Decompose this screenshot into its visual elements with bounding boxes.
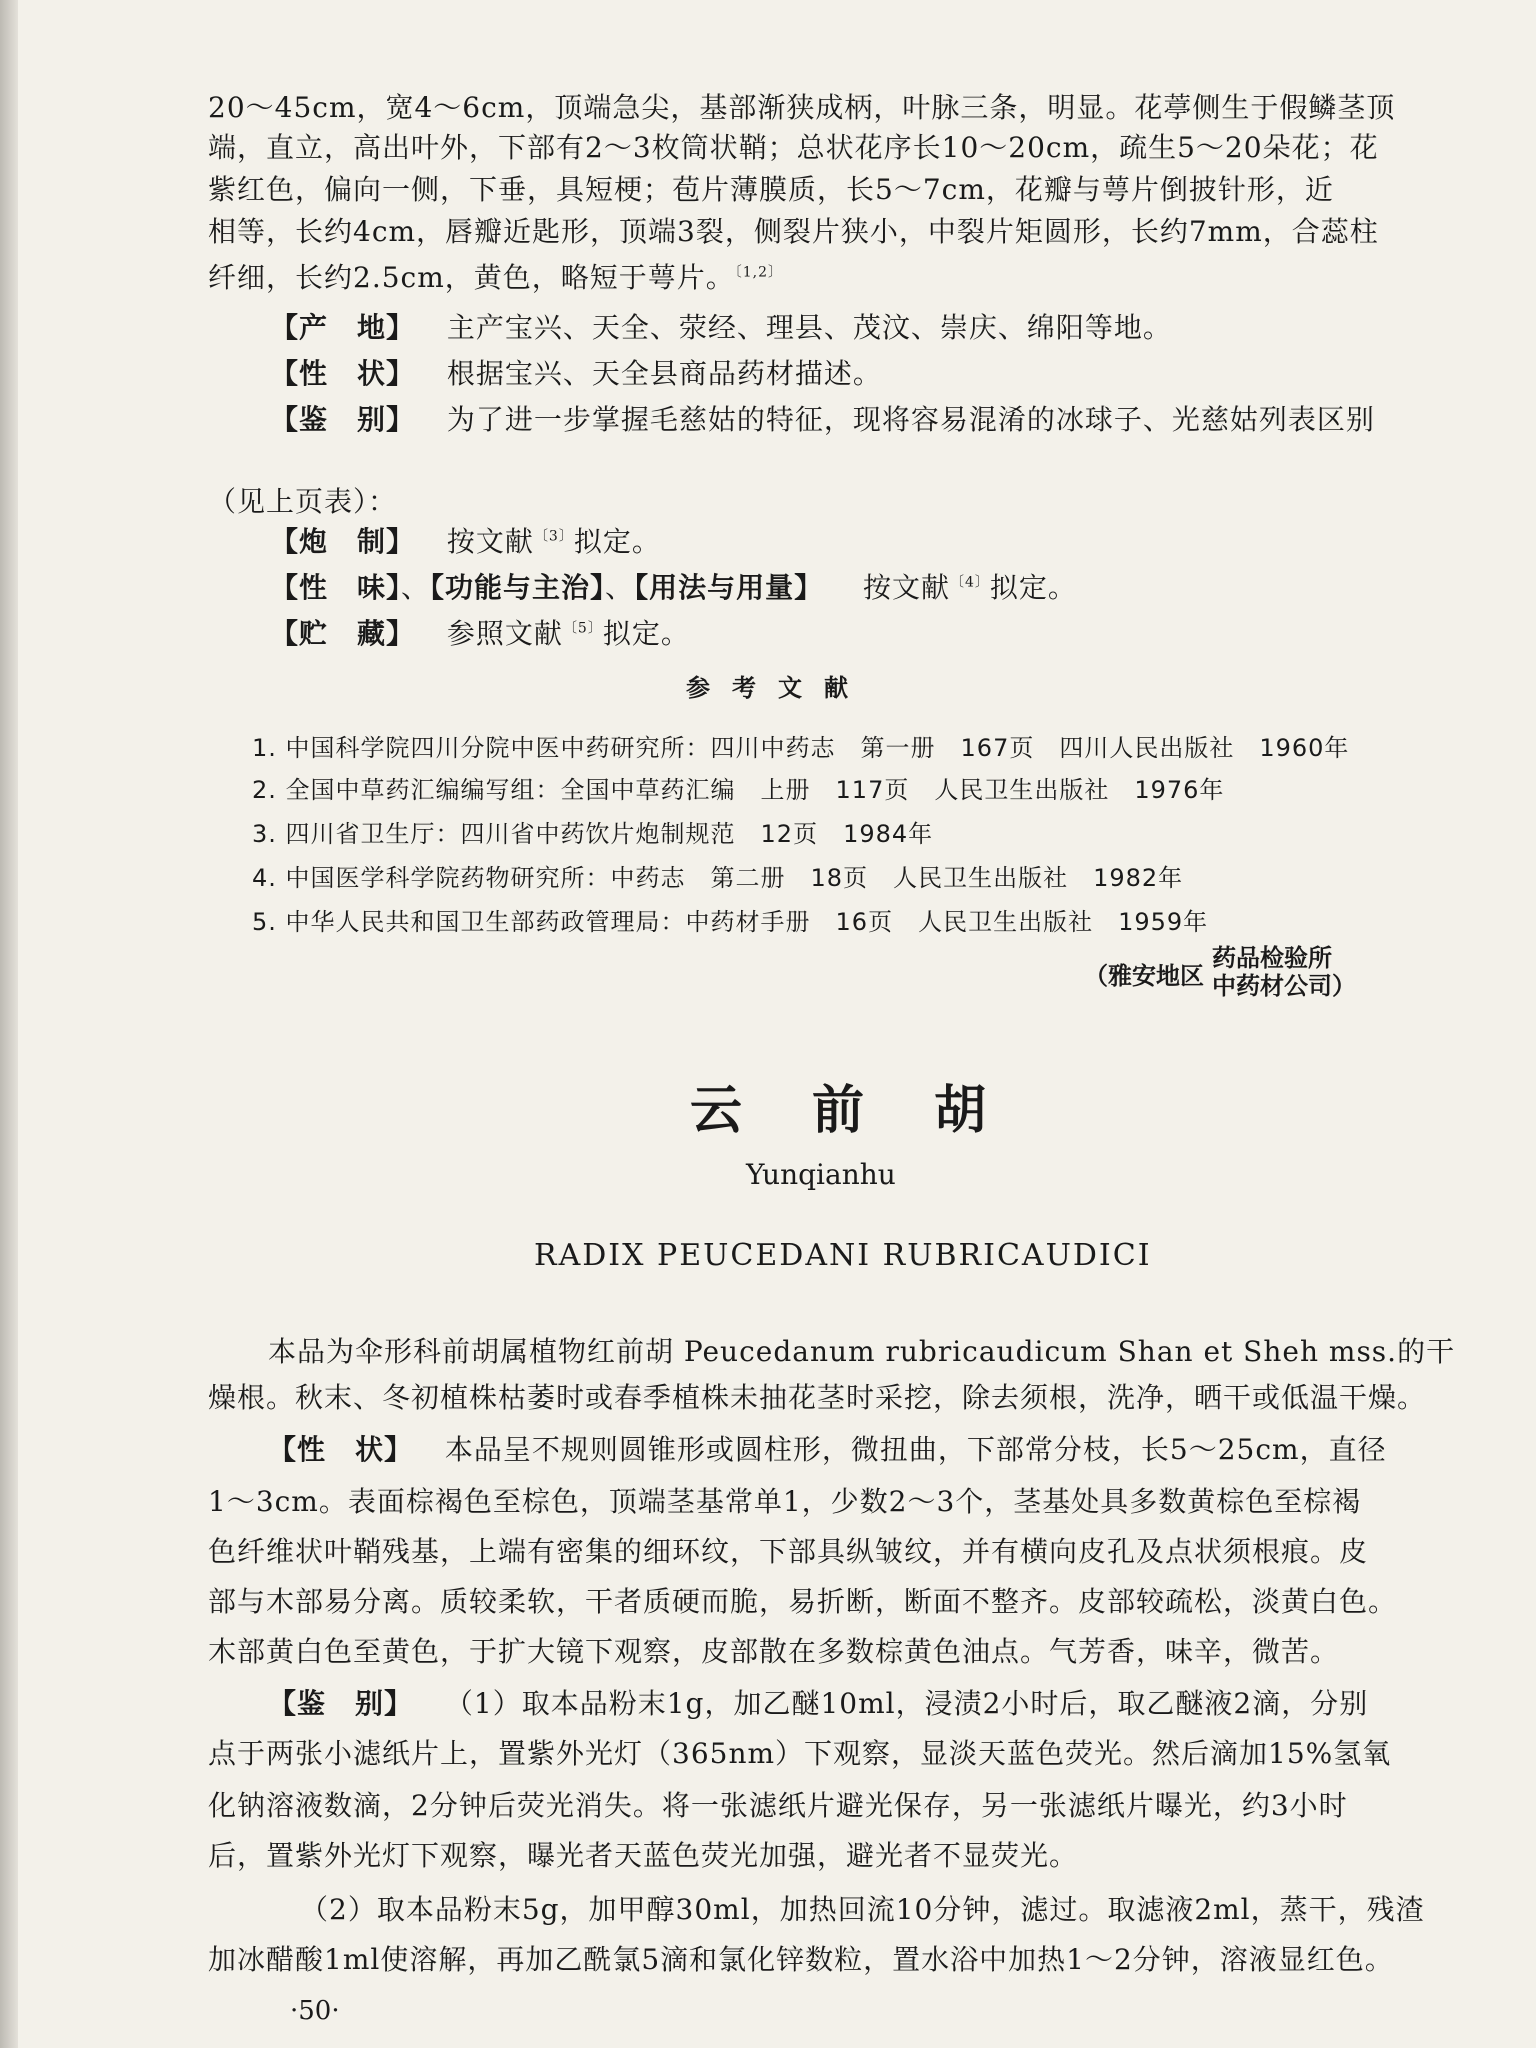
section-label: 【鉴 别】 <box>270 403 416 436</box>
identify-continuation: （见上页表）： <box>208 485 398 518</box>
separator: 、 <box>401 571 431 604</box>
section-label: 【性 味】 <box>270 571 402 604</box>
section-text: 拟定。 <box>602 617 690 650</box>
section-text: 拟定。 <box>573 525 661 558</box>
section-text: 根据宝兴、天全县商品药材描述。 <box>446 357 882 390</box>
section-label: 【鉴 别】 <box>268 1687 414 1720</box>
section-label: 【性 状】 <box>268 1433 414 1466</box>
text-fragment: 纤细，长约2.5cm，黄色，略短于萼片。 <box>208 261 735 294</box>
origin-row <box>270 306 1172 346</box>
text-line: 20～45cm，宽4～6cm，顶端急尖，基部渐狭成柄，叶脉三条，明显。花葶侧生于假鳞茎顶 <box>208 91 1396 124</box>
page-number: ·50· <box>290 1996 340 2026</box>
reference-item: 4. 中国医学科学院药物研究所：中药志 第二册 18页 人民卫生出版社 1982年 <box>252 864 1184 892</box>
citation: 〔5〕 <box>562 620 603 637</box>
text-line <box>208 256 783 296</box>
intro-line: 本品为伞形科前胡属植物红前胡 Peucedanum rubricaudicum Shan et Sheh mss.的干 <box>268 1335 1456 1368</box>
citation: 〔1,2〕 <box>734 264 784 281</box>
text-line: 木部黄白色至黄色，于扩大镜下观察，皮部散在多数棕黄色油点。气芳香，味辛，微苦。 <box>208 1635 1340 1668</box>
section-text: 本品呈不规则圆锥形或圆柱形，微扭曲，下部常分枝，长5～25cm，直径 <box>444 1433 1387 1466</box>
identify-row <box>270 398 1375 438</box>
text-line: 部与木部易分离。质较柔软，干者质硬而脆，易折断，断面不整齐。皮部较疏松，淡黄白色。 <box>208 1585 1398 1618</box>
section-text: 主产宝兴、天全、荥经、理县、茂汶、崇庆、绵阳等地。 <box>446 311 1172 344</box>
section-text: 按文献 <box>862 571 950 604</box>
citation: 〔4〕 <box>950 574 990 591</box>
section-label: 【贮 藏】 <box>270 617 416 650</box>
text-line: 化钠溶液数滴，2分钟后荧光消失。将一张滤纸片避光保存，另一张滤纸片曝光，约3小时 <box>208 1789 1348 1822</box>
storage-row <box>270 612 690 652</box>
reference-item: 1. 中国科学院四川分院中医中药研究所：四川中药志 第一册 167页 四川人民出版社 1960年 <box>252 734 1350 762</box>
text-line: 点于两张小滤纸片上，置紫外光灯（365nm）下观察，显淡天蓝色荧光。然后滴加15%氢氧 <box>208 1737 1392 1770</box>
text-line: 加冰醋酸1ml使溶解，再加乙酰氯5滴和氯化锌数粒，置水浴中加热1～2分钟，溶液显红色。 <box>208 1943 1394 1976</box>
character-first-line <box>268 1428 1387 1468</box>
text-line: 端，直立，高出叶外，下部有2～3枚筒状鞘；总状花序长10～20cm，疏生5～20朵花；花 <box>208 131 1379 164</box>
reference-item: 3. 四川省卫生厅：四川省中药饮片炮制规范 12页 1984年 <box>252 820 934 848</box>
identify-first-line <box>268 1682 1368 1722</box>
citation: 〔3〕 <box>533 528 574 545</box>
section-text: （1）取本品粉末1g，加乙醚10ml，浸渍2小时后，取乙醚液2滴，分别 <box>444 1687 1369 1720</box>
text-line: 1～3cm。表面棕褐色至棕色，顶端茎基常单1，少数2～3个，茎基处具多数黄棕色至棕褐 <box>208 1485 1362 1518</box>
references-title: 参考文献 <box>686 674 870 702</box>
taste-row <box>270 566 1077 606</box>
section-label: 【用法与用量】 <box>634 571 824 604</box>
process-row <box>270 520 661 560</box>
text-line: 相等，长约4cm，唇瓣近匙形，顶端3裂，侧裂片狭小，中裂片矩圆形，长约7mm，合蕊柱 <box>208 215 1379 248</box>
reference-item: 2. 全国中草药汇编编写组：全国中草药汇编 上册 117页 人民卫生出版社 1976年 <box>252 776 1225 804</box>
monograph-latin-name: RADIX PEUCEDANI RUBRICAUDICI <box>534 1238 1152 1273</box>
book-spine-shadow <box>0 0 18 2048</box>
monograph-pinyin: Yunqianhu <box>746 1158 896 1191</box>
section-label: 【产 地】 <box>270 311 416 344</box>
section-label: 【炮 制】 <box>270 525 416 558</box>
text-line: （2）取本品粉末5g，加甲醇30ml，加热回流10分钟，滤过。取滤液2ml，蒸干，残渣 <box>300 1893 1425 1926</box>
separator: 、 <box>605 571 635 604</box>
section-label: 【功能与主治】 <box>430 571 606 604</box>
compiler-prefix: （雅安地区 <box>1084 962 1204 990</box>
monograph-title: 云前胡 <box>690 1081 1057 1141</box>
section-label: 【性 状】 <box>270 357 416 390</box>
section-text: 按文献 <box>446 525 534 558</box>
text-line: 色纤维状叶鞘残基，上端有密集的细环纹，下部具纵皱纹，并有横向皮孔及点状须根痕。皮 <box>208 1535 1369 1568</box>
section-text: 拟定。 <box>989 571 1077 604</box>
section-text: 参照文献 <box>446 617 563 650</box>
character-row <box>270 352 882 392</box>
text-line: 紫红色，偏向一侧，下垂，具短梗；苞片薄膜质，长5～7cm，花瓣与萼片倒披针形，近 <box>208 173 1334 206</box>
compiler-line: 药品检验所 <box>1212 944 1332 972</box>
reference-item: 5. 中华人民共和国卫生部药政管理局：中药材手册 16页 人民卫生出版社 1959年 <box>252 908 1209 936</box>
intro-line: 燥根。秋末、冬初植株枯萎时或春季植株未抽花茎时采挖，除去须根，洗净，晒干或低温干燥。 <box>208 1381 1427 1414</box>
compiler-line: 中药材公司） <box>1212 972 1356 1000</box>
section-text: 为了进一步掌握毛慈姑的特征，现将容易混淆的冰球子、光慈姑列表区别 <box>446 403 1375 436</box>
text-line: 后，置紫外光灯下观察，曝光者天蓝色荧光加强，避光者不显荧光。 <box>208 1839 1079 1872</box>
